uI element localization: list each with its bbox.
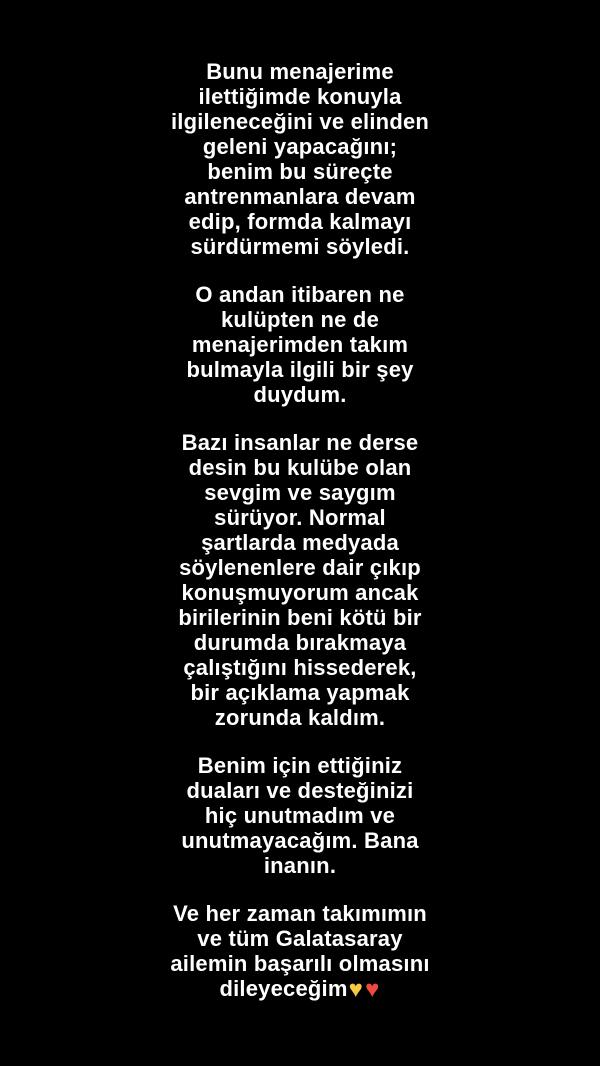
story-line: hiç unutmadım ve (204, 802, 396, 828)
story-line: menajerimden takım (191, 331, 409, 357)
story-line: söylenenlere dair çıkıp (179, 554, 421, 580)
story-line: benim bu süreçte (207, 158, 393, 184)
story-line: unutmayacağım. Bana (181, 827, 419, 853)
story-line: inanın. (263, 852, 337, 878)
story-line: Ve her zaman takımımın (173, 900, 427, 926)
story-line: şartlarda medyada (201, 529, 399, 555)
story-line: desin bu kulübe olan (188, 454, 412, 480)
story-line: ailemin başarılı olmasını (170, 950, 430, 976)
story-line: zorunda kaldım. (214, 704, 386, 730)
story-line: bir açıklama yapmak (190, 679, 410, 705)
story-line: durumda bırakmaya (193, 629, 407, 655)
story-line: sürdürmemi söyledi. (190, 233, 410, 259)
story-text-block (90, 59, 510, 1008)
story-line: ve tüm Galatasaray (197, 925, 403, 951)
story-line: birilerinin beni kötü bir (178, 604, 422, 630)
story-line: ilgileneceğini ve elinden (170, 108, 430, 134)
story-paragraph (90, 753, 510, 878)
story-paragraph (90, 430, 510, 730)
story-line: duaları ve desteğinizi (186, 777, 414, 803)
story-paragraph (90, 282, 510, 407)
story-line: edip, formda kalmayı (188, 208, 412, 234)
story-line: kulüpten ne de (220, 306, 380, 332)
story-line: dileyeceğim♥♥ (219, 975, 380, 1003)
story-line: antrenmanlara devam (184, 183, 416, 209)
story-line: Bazı insanlar ne derse (181, 429, 419, 455)
story-line: sürüyor. Normal (214, 504, 386, 530)
story-line: geleni yapacağını; (202, 133, 398, 159)
red-heart-emoji: ♥ (365, 975, 380, 1003)
story-line: ilettiğimde konuyla (198, 83, 402, 109)
story-line: bulmayla ilgili bir şey (186, 356, 414, 382)
story-line: konuşmuyorum ancak (181, 579, 419, 605)
story-line: çalıştığını hissederek, (183, 654, 417, 680)
story-line: sevgim ve saygım (204, 479, 396, 505)
story-line: Benim için ettiğiniz (197, 752, 403, 778)
story-paragraph (90, 59, 510, 259)
story-line: Bunu menajerime (206, 58, 394, 84)
story-line: duydum. (253, 381, 347, 407)
story-paragraph (90, 901, 510, 1002)
story-line: O andan itibaren ne (195, 281, 405, 307)
yellow-heart-emoji: ♥ (348, 975, 364, 1003)
